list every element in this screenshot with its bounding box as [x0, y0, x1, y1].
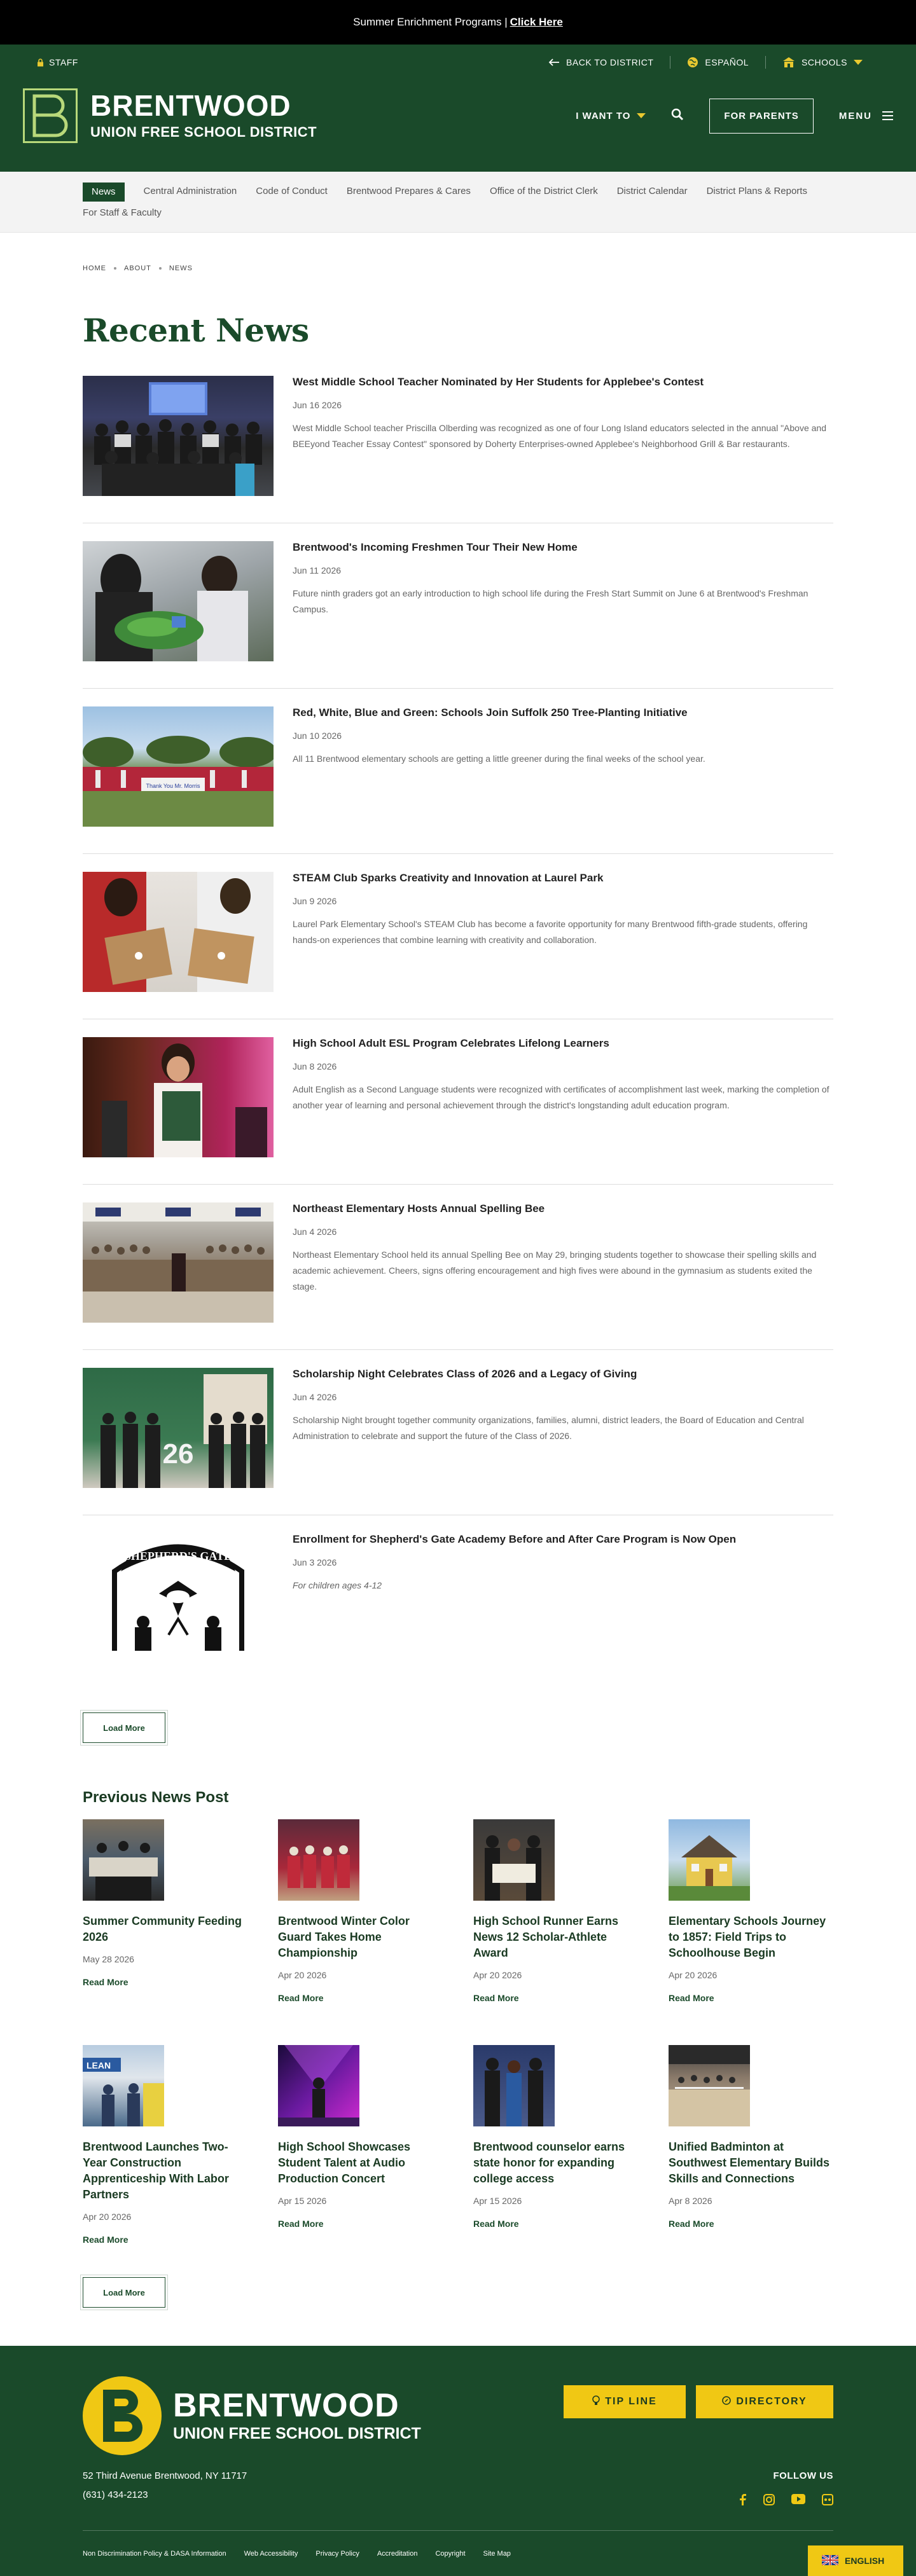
- previous-news-card: [278, 2045, 443, 2271]
- search-icon: [671, 108, 684, 121]
- banner-text: Thank You Mr. Morris: [146, 783, 200, 789]
- news-date: Jun 10 2026: [293, 731, 342, 741]
- previous-news-thumbnail[interactable]: [669, 2045, 750, 2126]
- breadcrumb-separator: [114, 267, 116, 270]
- footer-address: 52 Third Avenue Brentwood, NY 11717: [83, 2470, 247, 2481]
- shepherds-gate-logo-image: [83, 1533, 274, 1653]
- footer-link-copyright[interactable]: Copyright: [435, 2550, 466, 2558]
- subnav-item-central-administration[interactable]: Central Administration: [143, 186, 237, 196]
- previous-news-card: [669, 1819, 833, 2045]
- brand-row: [0, 80, 916, 151]
- read-more-link[interactable]: Read More: [83, 2235, 128, 2245]
- news-item: [83, 1533, 833, 1681]
- previous-news-date: Apr 20 2026: [278, 1970, 327, 1980]
- for-parents-button[interactable]: FOR PARENTS: [709, 99, 813, 134]
- news-description: All 11 Brentwood elementary schools are getting a little greener during the final weeks of the school year.: [293, 754, 705, 764]
- globe-icon: [687, 57, 698, 68]
- news-title[interactable]: Northeast Elementary Hosts Annual Spelling Bee: [293, 1202, 545, 1215]
- follow-us: [739, 2470, 833, 2509]
- color-guard-image: [278, 1819, 359, 1901]
- directory-button[interactable]: [696, 2385, 833, 2418]
- news-thumbnail[interactable]: [83, 1202, 274, 1323]
- class-year-sign: 26: [162, 1438, 194, 1470]
- youtube-icon[interactable]: [791, 2494, 805, 2509]
- read-more-link[interactable]: Read More: [669, 1993, 714, 2003]
- previous-news-title[interactable]: Unified Badminton at Southwest Elementary Builds Skills and Connections: [669, 2140, 830, 2185]
- news-body: [293, 376, 833, 496]
- previous-news-card: [473, 1819, 638, 2045]
- previous-news-grid: [83, 1819, 833, 2271]
- uk-flag-icon: [822, 2555, 838, 2567]
- previous-news-date: Apr 20 2026: [473, 1970, 522, 1980]
- news-item: [83, 1368, 833, 1515]
- news-date: Jun 11 2026: [293, 565, 342, 575]
- news-thumbnail[interactable]: [83, 706, 274, 827]
- news-body: [293, 706, 705, 827]
- news-body: [293, 1202, 833, 1323]
- news-item: [83, 1202, 833, 1350]
- news-body: [293, 1533, 736, 1654]
- footer-logo-mark: [83, 2376, 162, 2455]
- news-description: Northeast Elementary School held its annual Spelling Bee on May 29, bringing students together to showcase their spelling skills and academic achievement. Cheers, signs offering encouragement and high fives were abound in the gymnasium as students exited the stage.: [293, 1250, 817, 1291]
- footer-link-sitemap[interactable]: Site Map: [483, 2550, 511, 2558]
- staff-label: STAFF: [49, 57, 78, 67]
- flickr-icon[interactable]: [822, 2494, 833, 2509]
- read-more-link[interactable]: Read More: [473, 2219, 519, 2229]
- read-more-link[interactable]: Read More: [473, 1993, 519, 2003]
- subnav-item-district-clerk[interactable]: Office of the District Clerk: [489, 186, 598, 196]
- news-thumbnail[interactable]: [83, 1037, 274, 1157]
- district-name-main: BRENTWOOD: [90, 89, 291, 122]
- previous-news-thumbnail[interactable]: [83, 2045, 164, 2126]
- news-title[interactable]: West Middle School Teacher Nominated by Her Students for Applebee's Contest: [293, 376, 704, 388]
- subnav-item-staff-faculty[interactable]: For Staff & Faculty: [83, 207, 162, 218]
- i-want-to-dropdown[interactable]: [576, 111, 646, 121]
- footer-name-main: BRENTWOOD: [173, 2387, 399, 2424]
- previous-news-thumbnail[interactable]: [669, 1819, 750, 1901]
- announcement-link[interactable]: Click Here: [510, 16, 563, 28]
- news-date: Jun 4 2026: [293, 1227, 337, 1237]
- audio-concert-image: [278, 2045, 359, 2126]
- announcement-bar: [0, 0, 916, 45]
- lock-icon: [37, 59, 44, 67]
- spelling-bee-image: [83, 1202, 274, 1323]
- news-date: Jun 8 2026: [293, 1061, 337, 1071]
- tree-planting-image: [83, 706, 274, 827]
- utility-bar: [0, 45, 916, 80]
- site-footer: [0, 2346, 916, 2576]
- apprenticeship-sign: LEAN: [87, 2060, 111, 2070]
- news-description: For children ages 4-12: [293, 1580, 382, 1590]
- footer-link-accreditation[interactable]: Accreditation: [377, 2550, 418, 2558]
- news-item: [83, 706, 833, 854]
- read-more-link[interactable]: Read More: [669, 2219, 714, 2229]
- footer-phone[interactable]: (631) 434-2123: [83, 2490, 148, 2500]
- apprenticeship-image: [83, 2045, 164, 2126]
- previous-news-thumbnail[interactable]: [473, 2045, 555, 2126]
- schoolhouse-image: [669, 1819, 750, 1901]
- footer-district-name: [173, 2389, 421, 2443]
- community-feeding-image: [83, 1819, 164, 1901]
- previous-news-card: [669, 2045, 833, 2271]
- previous-news-title[interactable]: Summer Community Feeding 2026: [83, 1915, 242, 1943]
- read-more-link[interactable]: Read More: [278, 1993, 324, 2003]
- previous-news-heading: Previous News Post: [83, 1789, 229, 1806]
- previous-news-title[interactable]: Brentwood Winter Color Guard Takes Home Championship: [278, 1915, 410, 1959]
- i-want-to-label: I WANT TO: [576, 110, 631, 121]
- chevron-down-icon: [637, 113, 646, 118]
- scholar-athlete-image: [473, 1819, 555, 1901]
- group-photo-image: [83, 376, 274, 496]
- page-title: Recent News: [83, 312, 309, 349]
- load-more-button[interactable]: Load More: [83, 1712, 165, 1743]
- news-date: Jun 3 2026: [293, 1557, 337, 1567]
- news-date: Jun 9 2026: [293, 896, 337, 906]
- read-more-link[interactable]: Read More: [278, 2219, 324, 2229]
- news-description: Scholarship Night brought together community organizations, families, alumni, district leaders, the Board of Education and Central Administration to celebrate and support the future of the Class of 2026.: [293, 1415, 804, 1441]
- seal-text: SHEPHERD'S GATE: [124, 1550, 232, 1562]
- previous-news-date: Apr 20 2026: [83, 2212, 132, 2222]
- tip-line-label: TIP LINE: [605, 2396, 657, 2407]
- compass-icon: [722, 2396, 731, 2408]
- news-item: [83, 1037, 833, 1185]
- previous-news-title[interactable]: Elementary Schools Journey to 1857: Field Trips to Schoolhouse Begin: [669, 1915, 826, 1959]
- logo-b-icon: [29, 93, 71, 138]
- instagram-icon[interactable]: [763, 2494, 775, 2509]
- back-to-district-link[interactable]: [532, 57, 670, 67]
- news-description: Adult English as a Second Language students were recognized with certificates of accomplishment last week, marking the completion of another year of learning and personal achievement through the district's longstanding adult education program.: [293, 1084, 829, 1110]
- announcement-text: Summer Enrichment Programs |: [353, 16, 508, 28]
- news-title[interactable]: High School Adult ESL Program Celebrates Lifelong Learners: [293, 1037, 609, 1049]
- breadcrumb-separator: [159, 267, 162, 270]
- main-content: [0, 265, 916, 2308]
- news-title[interactable]: Red, White, Blue and Green: Schools Join Suffolk 250 Tree-Planting Initiative: [293, 706, 688, 719]
- news-body: [293, 541, 833, 661]
- news-thumbnail[interactable]: [83, 1368, 274, 1488]
- footer-name-sub: UNION FREE SCHOOL DISTRICT: [173, 2424, 421, 2442]
- subnav-item-prepares-cares[interactable]: Brentwood Prepares & Cares: [346, 186, 471, 196]
- news-thumbnail[interactable]: [83, 872, 274, 992]
- footer-buttons: [564, 2385, 833, 2418]
- breadcrumb: [83, 265, 833, 272]
- district-name-sub: UNION FREE SCHOOL DISTRICT: [90, 124, 317, 140]
- hamburger-icon: [882, 111, 893, 120]
- news-description: West Middle School teacher Priscilla Olberding was recognized as one of four Long Island educators selected in the annual "Above and BEEyond Teacher Essay Contest" sponsored by Doherty Enterprises-owned Applebee's Neighborhood Grill & Bar restaurants.: [293, 423, 826, 449]
- steam-project-image: [83, 872, 274, 992]
- breadcrumb-about[interactable]: ABOUT: [124, 265, 151, 272]
- previous-news-date: Apr 15 2026: [473, 2196, 522, 2206]
- scholarship-night-image: [83, 1368, 274, 1488]
- district-name: [90, 91, 317, 141]
- previous-news-card: [473, 2045, 638, 2271]
- back-to-district-label: BACK TO DISTRICT: [566, 57, 654, 67]
- previous-news-thumbnail[interactable]: [278, 2045, 359, 2126]
- facebook-icon[interactable]: [739, 2494, 747, 2509]
- previous-news-date: May 28 2026: [83, 1954, 134, 1964]
- menu-label: MENU: [838, 110, 872, 121]
- district-logo[interactable]: [23, 88, 78, 143]
- news-list: [83, 376, 833, 1681]
- load-more-previous-button[interactable]: Load More: [83, 2277, 165, 2308]
- search-button[interactable]: [671, 108, 684, 123]
- previous-news-card: [278, 1819, 443, 2045]
- previous-news-title[interactable]: High School Showcases Student Talent at Audio Production Concert: [278, 2140, 411, 2185]
- language-label: ESPAÑOL: [705, 57, 749, 67]
- news-thumbnail[interactable]: [83, 541, 274, 661]
- footer-divider: [83, 2530, 833, 2531]
- tip-line-button[interactable]: [564, 2385, 686, 2418]
- news-item: [83, 872, 833, 1019]
- chevron-down-icon: [854, 60, 863, 65]
- previous-news-date: Apr 8 2026: [669, 2196, 712, 2206]
- logo-b-icon: [97, 2387, 148, 2444]
- news-body: [293, 1037, 833, 1157]
- news-date: Jun 16 2026: [293, 400, 342, 410]
- previous-news-thumbnail[interactable]: [83, 1819, 164, 1901]
- news-title[interactable]: Enrollment for Shepherd's Gate Academy Before and After Care Program is Now Open: [293, 1533, 737, 1545]
- read-more-link[interactable]: Read More: [83, 1977, 128, 1987]
- social-links: [739, 2494, 833, 2509]
- menu-button[interactable]: [839, 111, 893, 121]
- footer-logo[interactable]: [83, 2376, 421, 2455]
- footer-middle: [83, 2467, 833, 2509]
- schools-label: SCHOOLS: [802, 57, 847, 67]
- language-selector[interactable]: [808, 2545, 903, 2576]
- news-thumbnail[interactable]: [83, 376, 274, 496]
- counselor-honor-image: [473, 2045, 555, 2126]
- language-link[interactable]: [670, 57, 765, 68]
- previous-news-title[interactable]: Brentwood counselor earns state honor for expanding college access: [473, 2140, 625, 2185]
- previous-news-card: [83, 2045, 247, 2271]
- main-actions: [576, 99, 893, 134]
- previous-news-card: [83, 1819, 247, 2045]
- footer-link-nondiscrimination[interactable]: Non Discrimination Policy & DASA Information: [83, 2550, 226, 2558]
- footer-links: [83, 2550, 833, 2558]
- school-icon: [782, 57, 795, 68]
- language-selector-label: ENGLISH: [845, 2556, 885, 2566]
- footer-link-accessibility[interactable]: Web Accessibility: [244, 2550, 298, 2558]
- footer-link-privacy[interactable]: Privacy Policy: [316, 2550, 359, 2558]
- subnav-item-news[interactable]: News: [83, 183, 125, 202]
- news-item: [83, 541, 833, 689]
- news-thumbnail[interactable]: [83, 1533, 274, 1653]
- staff-link[interactable]: [37, 57, 78, 67]
- previous-news-thumbnail[interactable]: [473, 1819, 555, 1901]
- news-body: [293, 1368, 833, 1488]
- news-title[interactable]: Scholarship Night Celebrates Class of 2026 and a Legacy of Giving: [293, 1368, 637, 1380]
- esl-graduate-image: [83, 1037, 274, 1157]
- news-title[interactable]: Brentwood's Incoming Freshmen Tour Their New Home: [293, 541, 578, 553]
- subnav-item-code-of-conduct[interactable]: Code of Conduct: [256, 186, 328, 196]
- section-subnav: [0, 172, 916, 233]
- badminton-image: [669, 2045, 750, 2126]
- news-title[interactable]: STEAM Club Sparks Creativity and Innovation at Laurel Park: [293, 872, 604, 884]
- directory-label: DIRECTORY: [736, 2396, 807, 2407]
- students-cooking-image: [83, 541, 274, 661]
- footer-top: [83, 2376, 833, 2455]
- lightbulb-icon: [592, 2395, 600, 2409]
- follow-us-label: FOLLOW US: [773, 2470, 833, 2481]
- news-date: Jun 4 2026: [293, 1392, 337, 1402]
- previous-news-date: Apr 15 2026: [278, 2196, 327, 2206]
- previous-news-date: Apr 20 2026: [669, 1970, 718, 1980]
- subnav-item-plans-reports[interactable]: District Plans & Reports: [706, 186, 807, 196]
- previous-news-title[interactable]: High School Runner Earns News 12 Scholar-Athlete Award: [473, 1915, 619, 1959]
- previous-news-thumbnail[interactable]: [278, 1819, 359, 1901]
- schools-dropdown[interactable]: [766, 57, 879, 68]
- site-header: [0, 45, 916, 172]
- previous-news-title[interactable]: Brentwood Launches Two-Year Construction Apprenticeship With Labor Partners: [83, 2140, 229, 2201]
- news-description: Future ninth graders got an early introduction to high school life during the Fresh Start Summit on June 6 at Brentwood's Freshman Campus.: [293, 588, 808, 614]
- arrow-left-icon: [548, 59, 560, 66]
- footer-contact: [83, 2467, 247, 2509]
- breadcrumb-home[interactable]: HOME: [83, 265, 106, 272]
- news-item: [83, 376, 833, 523]
- subnav-item-district-calendar[interactable]: District Calendar: [616, 186, 688, 196]
- breadcrumb-current: NEWS: [169, 265, 193, 272]
- news-body: [293, 872, 833, 992]
- news-description: Laurel Park Elementary School's STEAM Club has become a favorite opportunity for many Brentwood fifth-grade students, offering hands-on experiences that combine learning with creativity and collaboration.: [293, 919, 808, 945]
